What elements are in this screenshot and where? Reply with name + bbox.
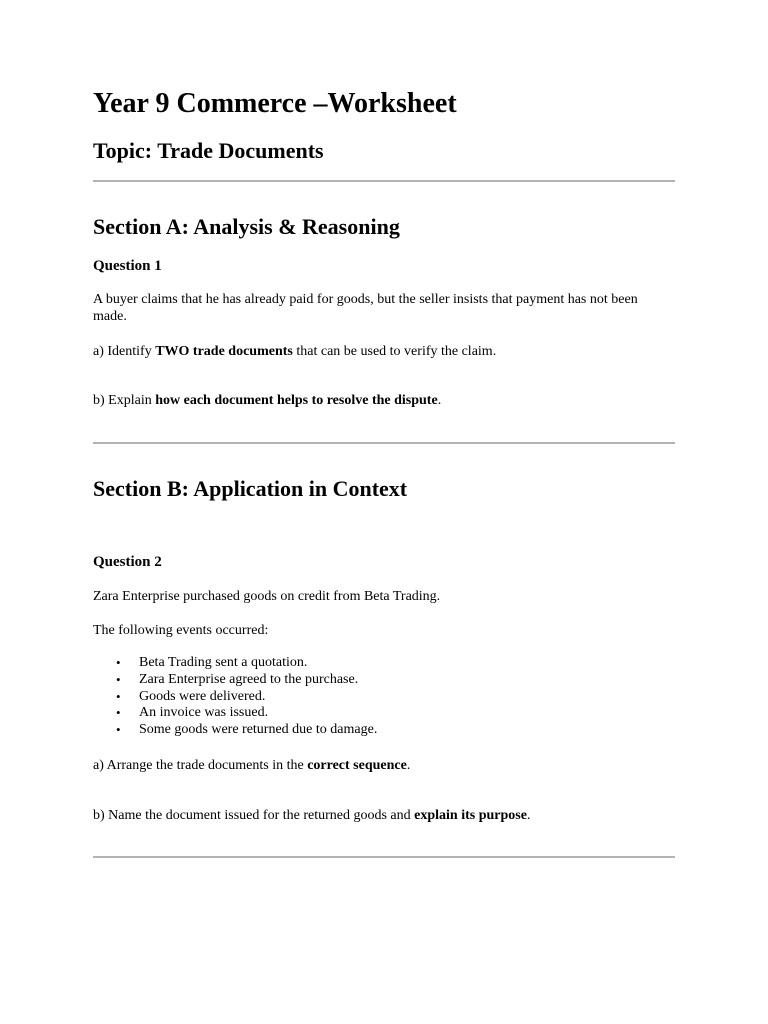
question-2-scenario: Zara Enterprise purchased goods on credit from Beta Trading. (93, 589, 441, 604)
question-1-heading: Question 1 (93, 258, 162, 274)
part-b-prefix: b) Name the document issued for the returned goods and (93, 808, 415, 823)
part-b-suffix: . (526, 808, 531, 823)
part-b-suffix: . (437, 393, 442, 408)
part-a-prefix: a) Identify (93, 344, 156, 359)
question-2-heading: Question 2 (93, 554, 162, 570)
divider (93, 180, 675, 182)
question-2-part-b (93, 807, 675, 824)
list-item (93, 655, 377, 672)
question-2-part-a (93, 757, 675, 774)
divider (93, 856, 675, 858)
event-text: Zara Enterprise agreed to the purchase. (139, 671, 359, 687)
part-b-prefix: b) Explain (93, 393, 156, 408)
part-a-suffix: . (406, 758, 411, 773)
event-text: Goods were delivered. (139, 688, 266, 704)
part-a-emphasis: TWO trade documents (155, 344, 293, 359)
events-list (93, 655, 377, 739)
part-b-emphasis: explain its purpose (414, 808, 527, 823)
event-text: Beta Trading sent a quotation. (139, 655, 308, 670)
bullet-icon: • (116, 722, 121, 738)
list-item (93, 722, 377, 739)
event-text: An invoice was issued. (139, 705, 269, 721)
part-a-prefix: a) Arrange the trade documents in the (93, 758, 308, 773)
event-text: Some goods were returned due to damage. (139, 722, 378, 738)
bullet-icon: • (116, 671, 121, 687)
part-b-emphasis: how each document helps to resolve the dispute (155, 393, 438, 408)
page-title: Year 9 Commerce –Worksheet (93, 88, 457, 119)
question-1-part-a (93, 343, 675, 360)
events-intro: The following events occurred: (93, 623, 269, 638)
list-item (93, 672, 377, 689)
divider (93, 442, 675, 444)
bullet-icon: • (116, 705, 121, 721)
part-a-suffix: that can be used to verify the claim. (292, 344, 497, 359)
section-b-heading: Section B: Application in Context (93, 476, 408, 501)
list-item (93, 705, 377, 722)
bullet-icon: • (116, 655, 121, 670)
list-item (93, 689, 377, 706)
section-a-heading: Section A: Analysis & Reasoning (93, 214, 400, 239)
question-1-part-b (93, 392, 675, 409)
question-1-scenario: A buyer claims that he has already paid for goods, but the seller insists that payment has not been made. (93, 292, 638, 324)
part-a-emphasis: correct sequence (307, 758, 407, 773)
bullet-icon: • (116, 688, 121, 704)
topic-heading: Topic: Trade Documents (93, 138, 324, 163)
